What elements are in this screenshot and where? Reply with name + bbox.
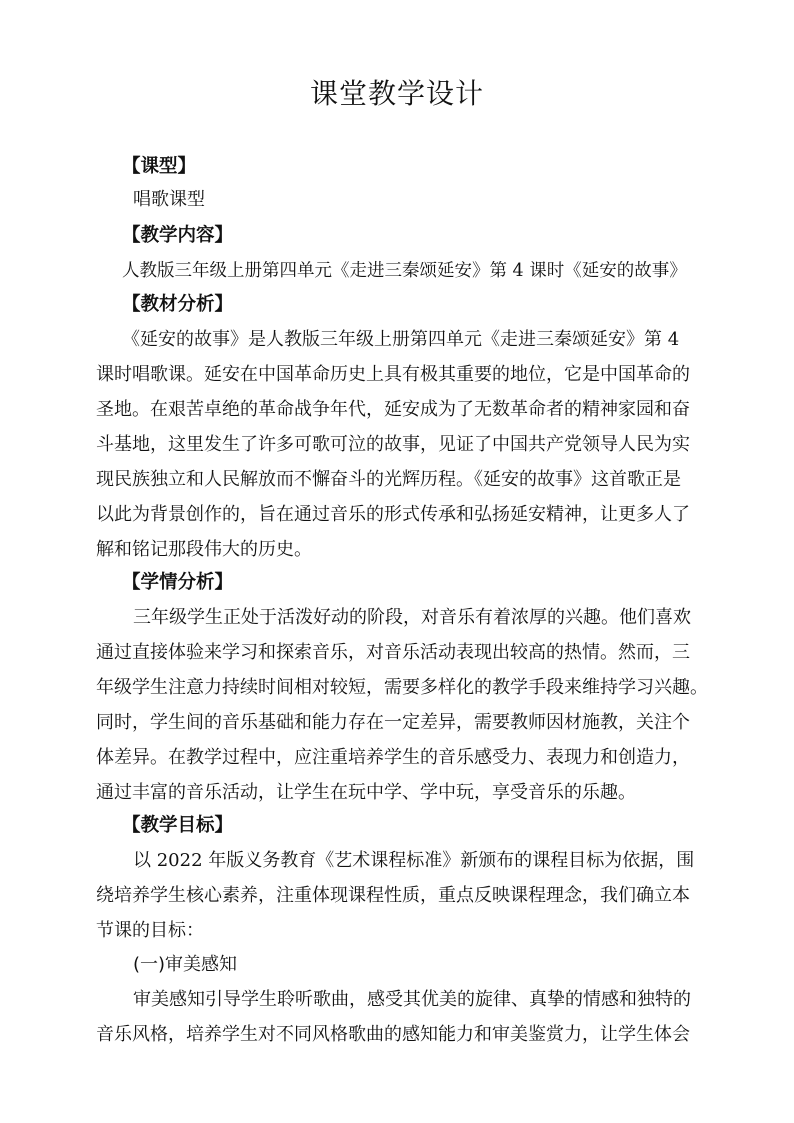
material-line: 解和铭记那段伟大的历史。: [96, 539, 312, 560]
heading-material-analysis: 【教材分析】: [122, 294, 234, 315]
student-line: 通过丰富的音乐活动，让学生在玩中学、学中玩，享受音乐的乐趣。: [96, 782, 636, 803]
student-line: 同时，学生间的音乐基础和能力存在一定差异，需要教师因材施教，关注个: [96, 712, 690, 733]
heading-teaching-content: 【教学内容】: [122, 225, 234, 246]
material-line: 课时唱歌课。延安在中国革命历史上具有极其重要的地位，它是中国革命的: [96, 364, 690, 385]
course-type-text: 唱歌课型: [133, 189, 205, 210]
heading-course-type: 【课型】: [122, 156, 197, 177]
goals-line: 节课的目标：: [96, 920, 204, 941]
student-line: 体差异。在教学过程中，应注重培养学生的音乐感受力、表现力和创造力，: [96, 747, 690, 768]
subheading-aesthetic-perception: (一)审美感知: [133, 954, 238, 975]
material-line: 《延安的故事》是人教版三年级上册第四单元《走进三秦颂延安》第 4: [122, 329, 680, 350]
material-line: 圣地。在艰苦卓绝的革命战争年代，延安成为了无数革命者的精神家园和奋: [96, 399, 690, 420]
teaching-content-text: 人教版三年级上册第四单元《走进三秦颂延安》第 4 课时《延安的故事》: [122, 261, 687, 281]
aesthetic-line: 审美感知引导学生聆听歌曲，感受其优美的旋律、真挚的情感和独特的: [133, 989, 691, 1010]
aesthetic-line: 音乐风格，培养学生对不同风格歌曲的感知能力和审美鉴赏力，让学生体会: [96, 1024, 690, 1045]
heading-student-analysis: 【学情分析】: [122, 572, 234, 593]
student-line: 通过直接体验来学习和探索音乐，对音乐活动表现出较高的热情。然而，三: [96, 642, 690, 663]
document-title: 课堂教学设计: [309, 77, 484, 110]
material-line: 斗基地，这里发生了许多可歌可泣的故事，见证了中国共产党领导人民为实: [96, 434, 690, 455]
material-line: 现民族独立和人民解放而不懈奋斗的光辉历程。《延安的故事》这首歌正是: [96, 469, 681, 490]
student-line: 三年级学生正处于活泼好动的阶段，对音乐有着浓厚的兴趣。他们喜欢: [133, 607, 691, 628]
goals-line: 以 2022 年版义务教育《艺术课程标准》新颁布的课程目标为依据，围: [133, 850, 695, 871]
material-line: 以此为背景创作的，旨在通过音乐的形式传承和弘扬延安精神，让更多人了: [96, 504, 690, 525]
student-line: 年级学生注意力持续时间相对较短，需要多样化的教学手段来维持学习兴趣。: [96, 677, 708, 698]
goals-line: 绕培养学生核心素养，注重体现课程性质，重点反映课程理念，我们确立本: [96, 885, 690, 906]
heading-teaching-goals: 【教学目标】: [122, 815, 234, 836]
